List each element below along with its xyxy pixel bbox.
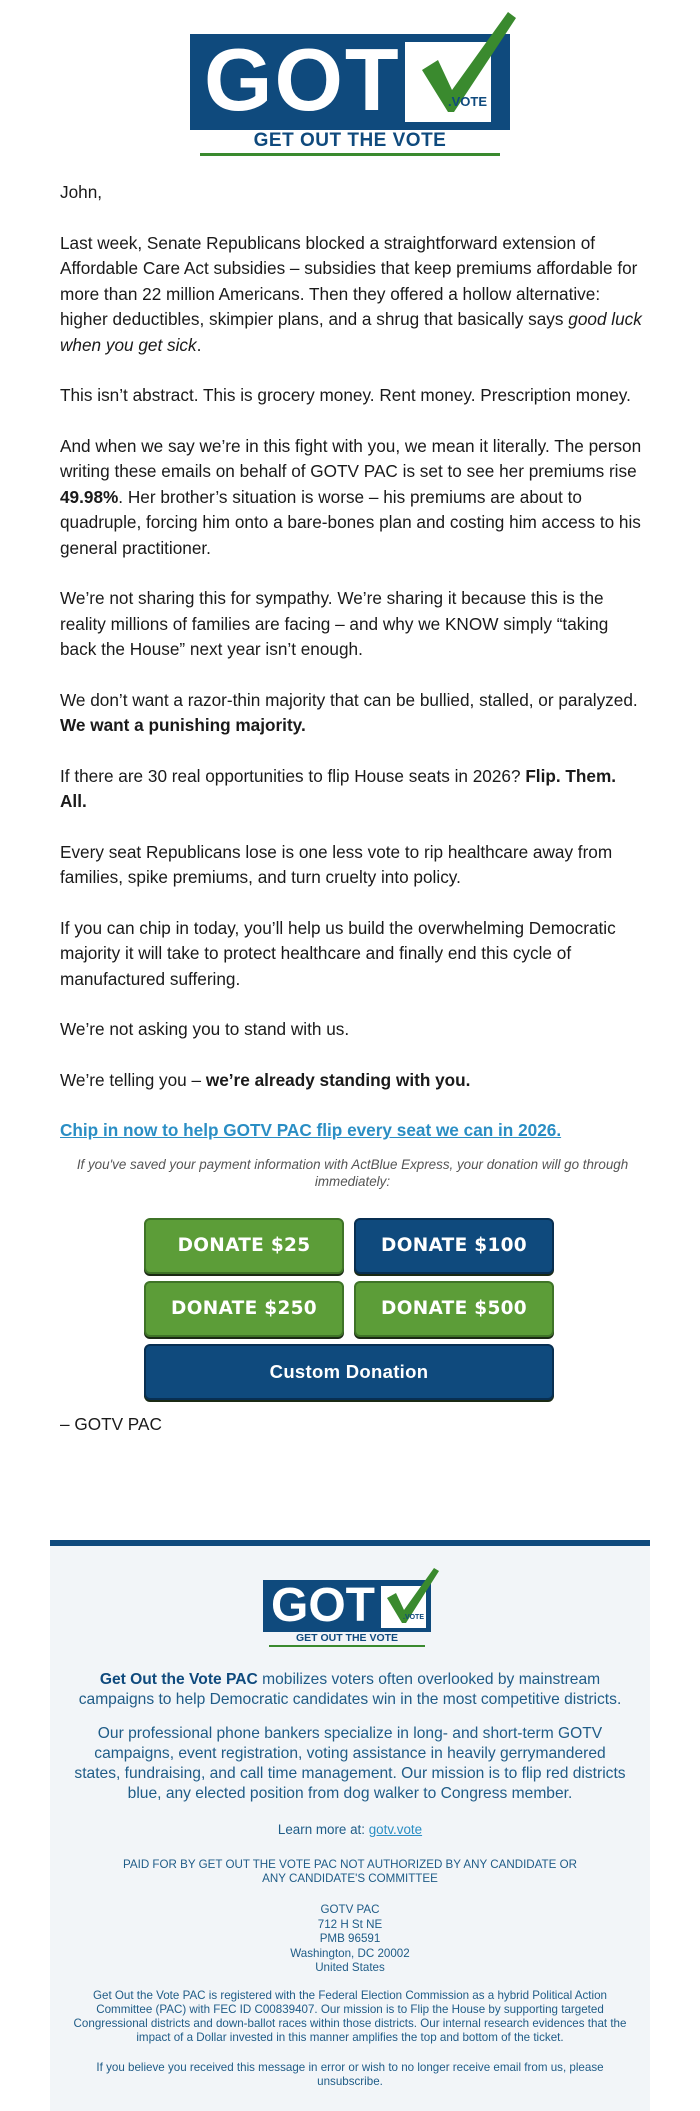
signoff: – GOTV PAC (60, 1414, 162, 1434)
footer (50, 1540, 650, 2111)
footer-logo-got-text: GOT (271, 1579, 375, 1632)
p6-bold: Flip. Them. All. (60, 765, 617, 811)
footer-professional: Our professional phone bankers specialize in long- and short-term GOTV campaigns, event registration, voting assistance in heavily gerrymandered states, fundraising, and call time management. Our mission is to flip red districts blue, any elected position from dog walker to Congress member. (74, 1725, 626, 1802)
p3-end: . Her brother’s situation is worse – his premiums are about to quadruple, forcing him onto a bare-bones plan and costing him access to his general practitioner. (60, 486, 641, 558)
donate-100-button[interactable]: DONATE $100 (354, 1218, 554, 1274)
mailing-address (70, 1903, 630, 1976)
unsubscribe-text[interactable]: If you believe you received this message in error or wish to no longer receive email from us, please unsubscribe. (96, 2061, 604, 2088)
paragraph-8: If you can chip in today, you’ll help us build the overwhelming Democratic majority it will take to protect healthcare and finally end this cycle of manufactured suffering. (60, 917, 616, 989)
custom-donation-button[interactable]: Custom Donation (144, 1344, 554, 1400)
fec-registration: Get Out the Vote PAC is registered with the Federal Election Commission as a hybrid Political Action Committee (PAC) with FEC ID C00839407. Our mission is to Flip the House by supporting targeted Congressional districts and down-ballot races within those districts. Our internal research evidences that the impact of a Dollar invested in this manner amplifies the top and bottom of the ticket. (73, 1989, 627, 2044)
gotv-logo (190, 8, 520, 158)
footer-logo-tagline: GET OUT THE VOTE (295, 1632, 399, 1644)
p5-text: We don’t want a razor-thin majority that can be bullied, stalled, or paralyzed. (60, 689, 638, 710)
logo-got-text: GOT (204, 30, 401, 129)
p1-end: . (196, 334, 202, 355)
address-line: Washington, DC 20002 (290, 1946, 410, 1960)
footer-description (70, 1670, 630, 1710)
footer-desc-text: mobilizes voters often overlooked by mainstream campaigns to help Democratic candidates win in the most competitive districts. (78, 1671, 622, 1708)
logo-tagline: GET OUT THE VOTE (253, 130, 447, 151)
p1-text: Last week, Senate Republicans blocked a straightforward extension of Affordable Care Act subsidies – subsidies that keep premiums affordable for more than 22 million Americans. Then they offered a hollow alternative: higher deductibles, skimpier plans, and a shrug that basically says (60, 232, 638, 329)
paid-for-disclaimer: PAID FOR BY GET OUT THE VOTE PAC NOT AUTHORIZED BY ANY CANDIDATE OR ANY CANDIDATE'S COMMITTEE (123, 1858, 577, 1885)
donate-500-button[interactable]: DONATE $500 (354, 1281, 554, 1337)
footer-logo-vote-text: .VOTE (403, 1614, 425, 1621)
paragraph-7: Every seat Republicans lose is one less vote to rip healthcare away from families, spike premiums, and turn cruelty into policy. (60, 841, 613, 887)
premium-rise-value: 49.98% (60, 486, 119, 507)
paragraph-4: We’re not sharing this for sympathy. We’re sharing it because this is the reality millions of families are facing – and why we KNOW simply “taking back the House” next year isn’t enough. (60, 588, 609, 659)
donate-250-button[interactable]: DONATE $250 (144, 1281, 344, 1337)
p10-bold: we’re already standing with you. (205, 1069, 471, 1090)
address-line: 712 H St NE (317, 1917, 383, 1931)
paragraph-10 (60, 1068, 645, 1094)
paragraph-1 (60, 231, 645, 359)
address-line: PMB 96591 (319, 1932, 381, 1945)
letter-body (60, 180, 645, 1190)
address-line: GOTV PAC (320, 1903, 380, 1916)
p6-text: If there are 30 real opportunities to flip House seats in 2026? (60, 765, 526, 786)
greeting: John, (60, 182, 103, 202)
p5-bold: We want a punishing majority. (60, 715, 306, 735)
paragraph-2: This isn’t abstract. This is grocery money. Rent money. Prescription money. (60, 385, 631, 405)
footer-logo-underline (269, 1645, 425, 1647)
paragraph-5 (60, 688, 645, 739)
footer-org-name: Get Out the Vote PAC (99, 1671, 258, 1688)
cta-link[interactable]: Chip in now to help GOTV PAC flip every seat we can in 2026. (60, 1120, 562, 1140)
logo-underline (200, 153, 500, 156)
paragraph-9: We’re not asking you to stand with us. (60, 1019, 350, 1039)
p1-emphasis: good luck when you get sick (60, 309, 642, 355)
footer-learn-more (70, 1822, 630, 1837)
p3-text: And when we say we’re in this fight with you, we mean it literally. The person writing these emails on behalf of GOTV PAC is set to see her premiums rise (60, 435, 642, 481)
footer-logo (263, 1566, 438, 1646)
cta-paragraph (60, 1118, 645, 1144)
learn-more-label: Learn more at: (277, 1822, 369, 1837)
paragraph-6 (60, 764, 645, 815)
donate-25-button[interactable]: DONATE $25 (144, 1218, 344, 1274)
actblue-note: If you've saved your payment information with ActBlue Express, your donation will go through immediately: (76, 1156, 629, 1189)
p10-text: We’re telling you – (60, 1069, 206, 1090)
logo-vote-text: .VOTE (448, 94, 488, 109)
paragraph-3 (60, 434, 645, 562)
address-line: United States (315, 1961, 385, 1974)
learn-more-link[interactable]: gotv.vote (368, 1822, 423, 1837)
